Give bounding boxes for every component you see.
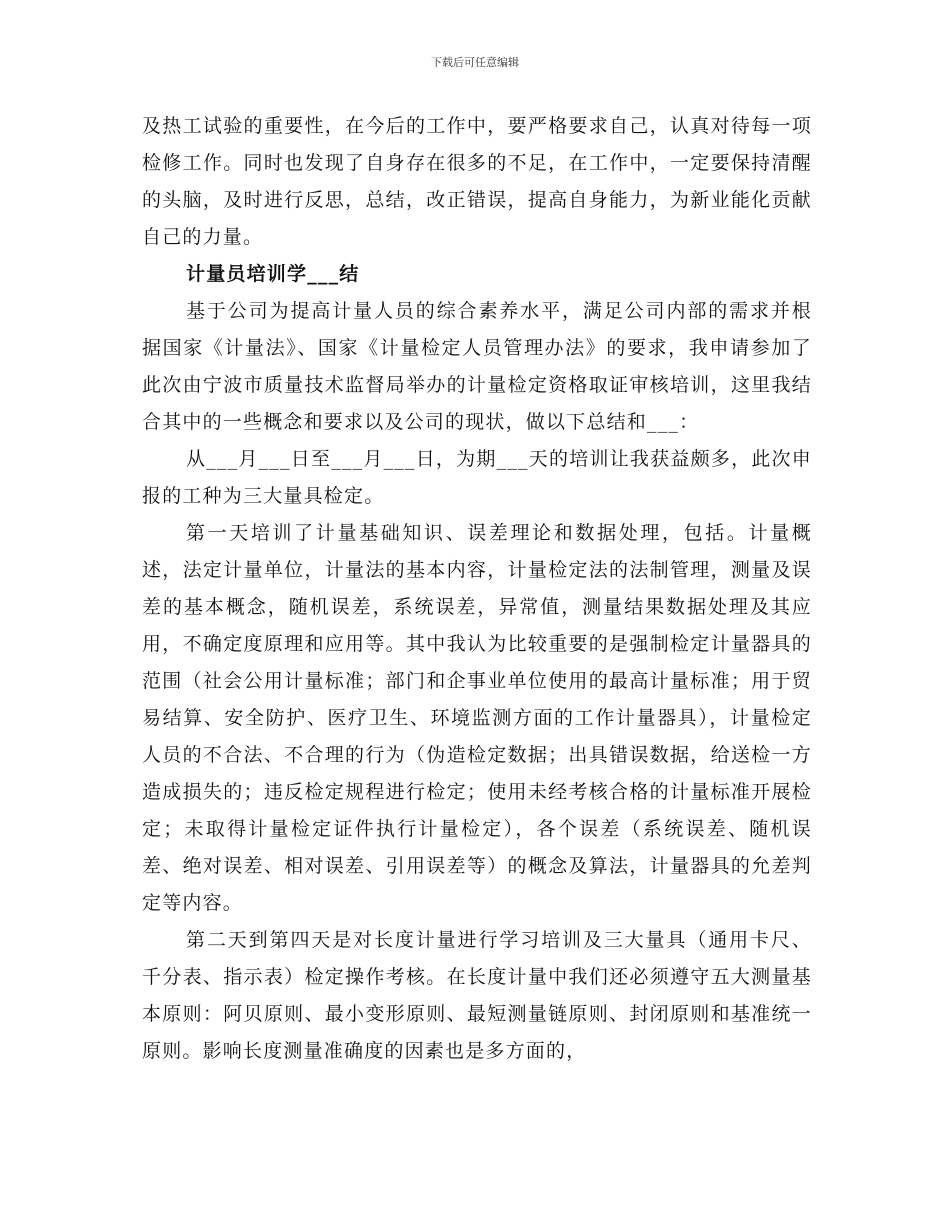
paragraph-purpose: 基于公司为提高计量人员的综合素养水平，满足公司内部的需求并根据国家《计量法》、国家《计量检定人员管理办法》的要求，我申请参加了此次由宁波市质量技术监督局举办的计量检定资格取证审核培训，这里我结合其中的一些概念和要求以及公司的现状，做以下总结和___：	[142, 300, 812, 433]
paragraph-day-one: 第一天培训了计量基础知识、误差理论和数据处理，包括。计量概述，法定计量单位，计量法的基本内容，计量检定法的法制管理，测量及误差的基本概念，随机误差，系统误差，异常值，测量结果数据处理及其应用，不确定度原理和应用等。其中我认为比较重要的是强制检定计量器具的范围（社会公用计量标准；部门和企事业单位使用的最高计量标准；用于贸易结算、安全防护、医疗卫生、环境监测方面的工作计量器具），计量检定人员的不合法、不合理的行为（伪造检定数据；出具错误数据，给送检一方造成损失的；违反检定规程进行检定；使用未经考核合格的计量标准开展检定；未取得计量检定证件执行计量检定），各个误差（系统误差、随机误差、绝对误差、相对误差、引用误差等）的概念及算法，计量器具的允差判定等内容。	[142, 522, 812, 914]
paragraph-day-two-four: 第二天到第四天是对长度计量进行学习培训及三大量具（通用卡尺、千分表、指示表）检定操作考核。在长度计量中我们还必须遵守五大测量基本原则：阿贝原则、最小变形原则、最短测量链原则、封闭原则和基准统一原则。影响长度测量准确度的因素也是多方面的，	[142, 929, 812, 1062]
page-header: 下载后可任意编辑	[431, 56, 519, 69]
document-body	[142, 108, 812, 1070]
section-heading: 计量员培训学___结	[186, 263, 360, 285]
paragraph-intro: 及热工试验的重要性，在今后的工作中，要严格要求自己，认真对待每一项检修工作。同时也发现了自身存在很多的不足，在工作中，一定要保持清醒的头脑，及时进行反思，总结，改正错误，提高自身能力，为新业能化贡献自己的力量。	[142, 115, 812, 248]
paragraph-dates: 从___月___日至___月___日，为期___天的培训让我获益颇多，此次申报的工种为三大量具检定。	[142, 448, 812, 507]
